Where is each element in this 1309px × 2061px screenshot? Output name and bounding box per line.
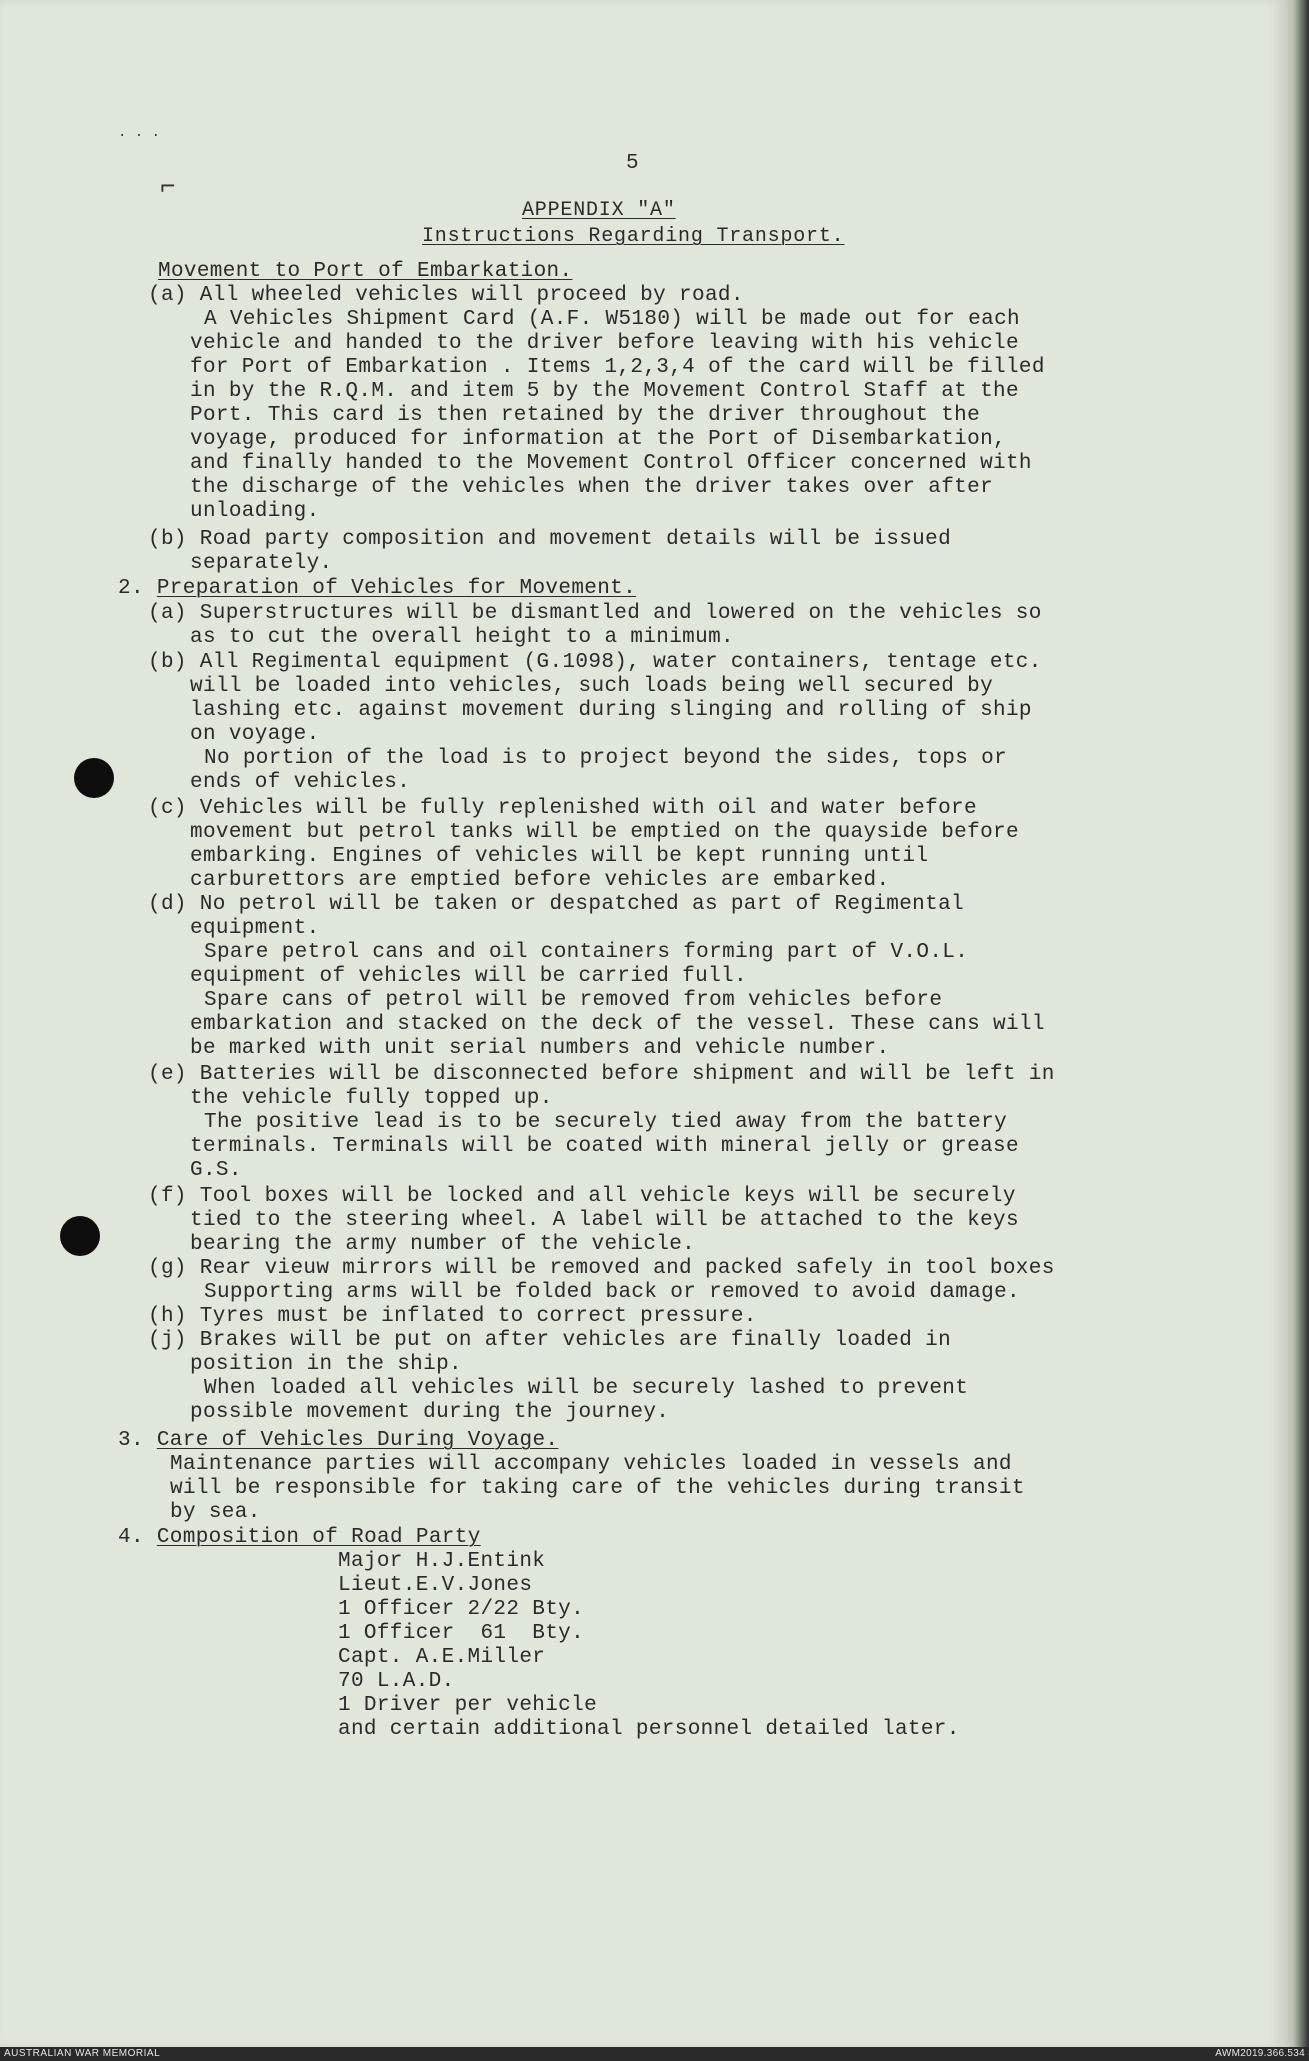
text-line: movement but petrol tanks will be emptied on the quayside before — [190, 821, 1019, 844]
archive-reference: AWM2019.366.534 — [1215, 2048, 1305, 2059]
text-line: tied to the steering wheel. A label will be attached to the keys — [190, 1209, 1019, 1232]
text-line: and certain additional personnel detailed later. — [338, 1718, 960, 1741]
text-line: Major H.J.Entink — [338, 1550, 546, 1573]
text-line: 1 Officer 61 Bty. — [338, 1622, 585, 1645]
section-heading: 4. Composition of Road Party — [118, 1526, 481, 1549]
text-line: 1 Driver per vehicle — [338, 1694, 598, 1717]
text-line: and finally handed to the Movement Control Officer concerned with — [190, 452, 1032, 475]
punch-hole — [60, 1216, 100, 1256]
text-line: (e) Batteries will be disconnected before shipment and will be left in — [148, 1063, 1055, 1086]
text-line: on voyage. — [190, 723, 320, 746]
text-line: possible movement during the journey. — [190, 1401, 670, 1424]
stray-mark: ⌐ — [160, 172, 176, 202]
text-line: (j) Brakes will be put on after vehicles are finally loaded in — [148, 1329, 952, 1352]
text-line: the discharge of the vehicles when the driver takes over after — [190, 476, 994, 499]
text-line: the vehicle fully topped up. — [190, 1087, 553, 1110]
text-line: (a) Superstructures will be dismantled and lowered on the vehicles so — [148, 602, 1042, 625]
section-heading: 3. Care of Vehicles During Voyage. — [118, 1429, 559, 1452]
text-line: unloading. — [190, 500, 320, 523]
text-line: for Port of Embarkation . Items 1,2,3,4 of the card will be filled — [190, 356, 1045, 379]
section-heading: Movement to Port of Embarkation. — [158, 260, 573, 283]
text-line: carburettors are emptied before vehicles are embarked. — [190, 869, 890, 892]
punch-hole — [74, 758, 114, 798]
text-line: Lieut.E.V.Jones — [338, 1574, 533, 1597]
text-line: vehicle and handed to the driver before leaving with his vehicle — [190, 332, 1019, 355]
text-line: 1 Officer 2/22 Bty. — [338, 1598, 585, 1621]
document-subtitle: Instructions Regarding Transport. — [422, 225, 845, 248]
text-line: (c) Vehicles will be fully replenished with oil and water before — [148, 797, 977, 820]
text-line: Capt. A.E.Miller — [338, 1646, 546, 1669]
text-line: Port. This card is then retained by the driver throughout the — [190, 404, 981, 427]
text-line: embarkation and stacked on the deck of the vessel. These cans will — [190, 1013, 1045, 1036]
text-line: The positive lead is to be securely tied away from the battery — [204, 1111, 1008, 1134]
text-line: separately. — [190, 552, 333, 575]
text-line: When loaded all vehicles will be securely lashed to prevent — [204, 1377, 969, 1400]
text-line: (g) Rear vieuw mirrors will be removed and packed safely in tool boxes — [148, 1257, 1055, 1280]
text-line: No portion of the load is to project beyond the sides, tops or — [204, 747, 1008, 770]
stray-mark: · · · — [118, 128, 161, 144]
text-line: embarking. Engines of vehicles will be kept running until — [190, 845, 929, 868]
text-line: ends of vehicles. — [190, 771, 411, 794]
page-edge — [1283, 0, 1309, 2047]
page-number: 5 — [626, 152, 639, 175]
text-line: (d) No petrol will be taken or despatched as part of Regimental — [148, 893, 964, 916]
text-line: (b) Road party composition and movement details will be issued — [148, 528, 952, 551]
text-line: position in the ship. — [190, 1353, 462, 1376]
text-line: equipment. — [190, 917, 320, 940]
text-line: Spare cans of petrol will be removed from vehicles before — [204, 989, 943, 1012]
text-line: in by the R.Q.M. and item 5 by the Movement Control Staff at the — [190, 380, 1019, 403]
archive-footer — [0, 2047, 1309, 2061]
text-line: G.S. — [190, 1159, 242, 1182]
archive-name: AUSTRALIAN WAR MEMORIAL — [4, 2048, 161, 2059]
text-line: equipment of vehicles will be carried full. — [190, 965, 747, 988]
text-line: as to cut the overall height to a minimum. — [190, 626, 734, 649]
text-line: be marked with unit serial numbers and vehicle number. — [190, 1037, 890, 1060]
text-line: lashing etc. against movement during slinging and rolling of ship — [190, 699, 1032, 722]
text-line: Spare petrol cans and oil containers forming part of V.O.L. — [204, 941, 969, 964]
text-line: terminals. Terminals will be coated with mineral jelly or grease — [190, 1135, 1019, 1158]
text-line: Supporting arms will be folded back or removed to avoid damage. — [204, 1281, 1020, 1304]
text-line: (a) All wheeled vehicles will proceed by road. — [148, 284, 744, 307]
text-line: will be responsible for taking care of the vehicles during transit — [170, 1477, 1025, 1500]
text-line: by sea. — [170, 1501, 261, 1524]
text-line: A Vehicles Shipment Card (A.F. W5180) will be made out for each — [204, 308, 1020, 331]
text-line: will be loaded into vehicles, such loads being well secured by — [190, 675, 994, 698]
text-line: voyage, produced for information at the Port of Disembarkation, — [190, 428, 1006, 451]
text-line: Maintenance parties will accompany vehicles loaded in vessels and — [170, 1453, 1012, 1476]
text-line: (h) Tyres must be inflated to correct pressure. — [148, 1305, 757, 1328]
section-heading: 2. Preparation of Vehicles for Movement. — [118, 577, 637, 600]
text-line: bearing the army number of the vehicle. — [190, 1233, 696, 1256]
text-line: 70 L.A.D. — [338, 1670, 455, 1693]
text-line: (b) All Regimental equipment (G.1098), water containers, tentage etc. — [148, 651, 1042, 674]
document-title: APPENDIX "A" — [522, 199, 676, 222]
text-line: (f) Tool boxes will be locked and all vehicle keys will be securely — [148, 1185, 1016, 1208]
